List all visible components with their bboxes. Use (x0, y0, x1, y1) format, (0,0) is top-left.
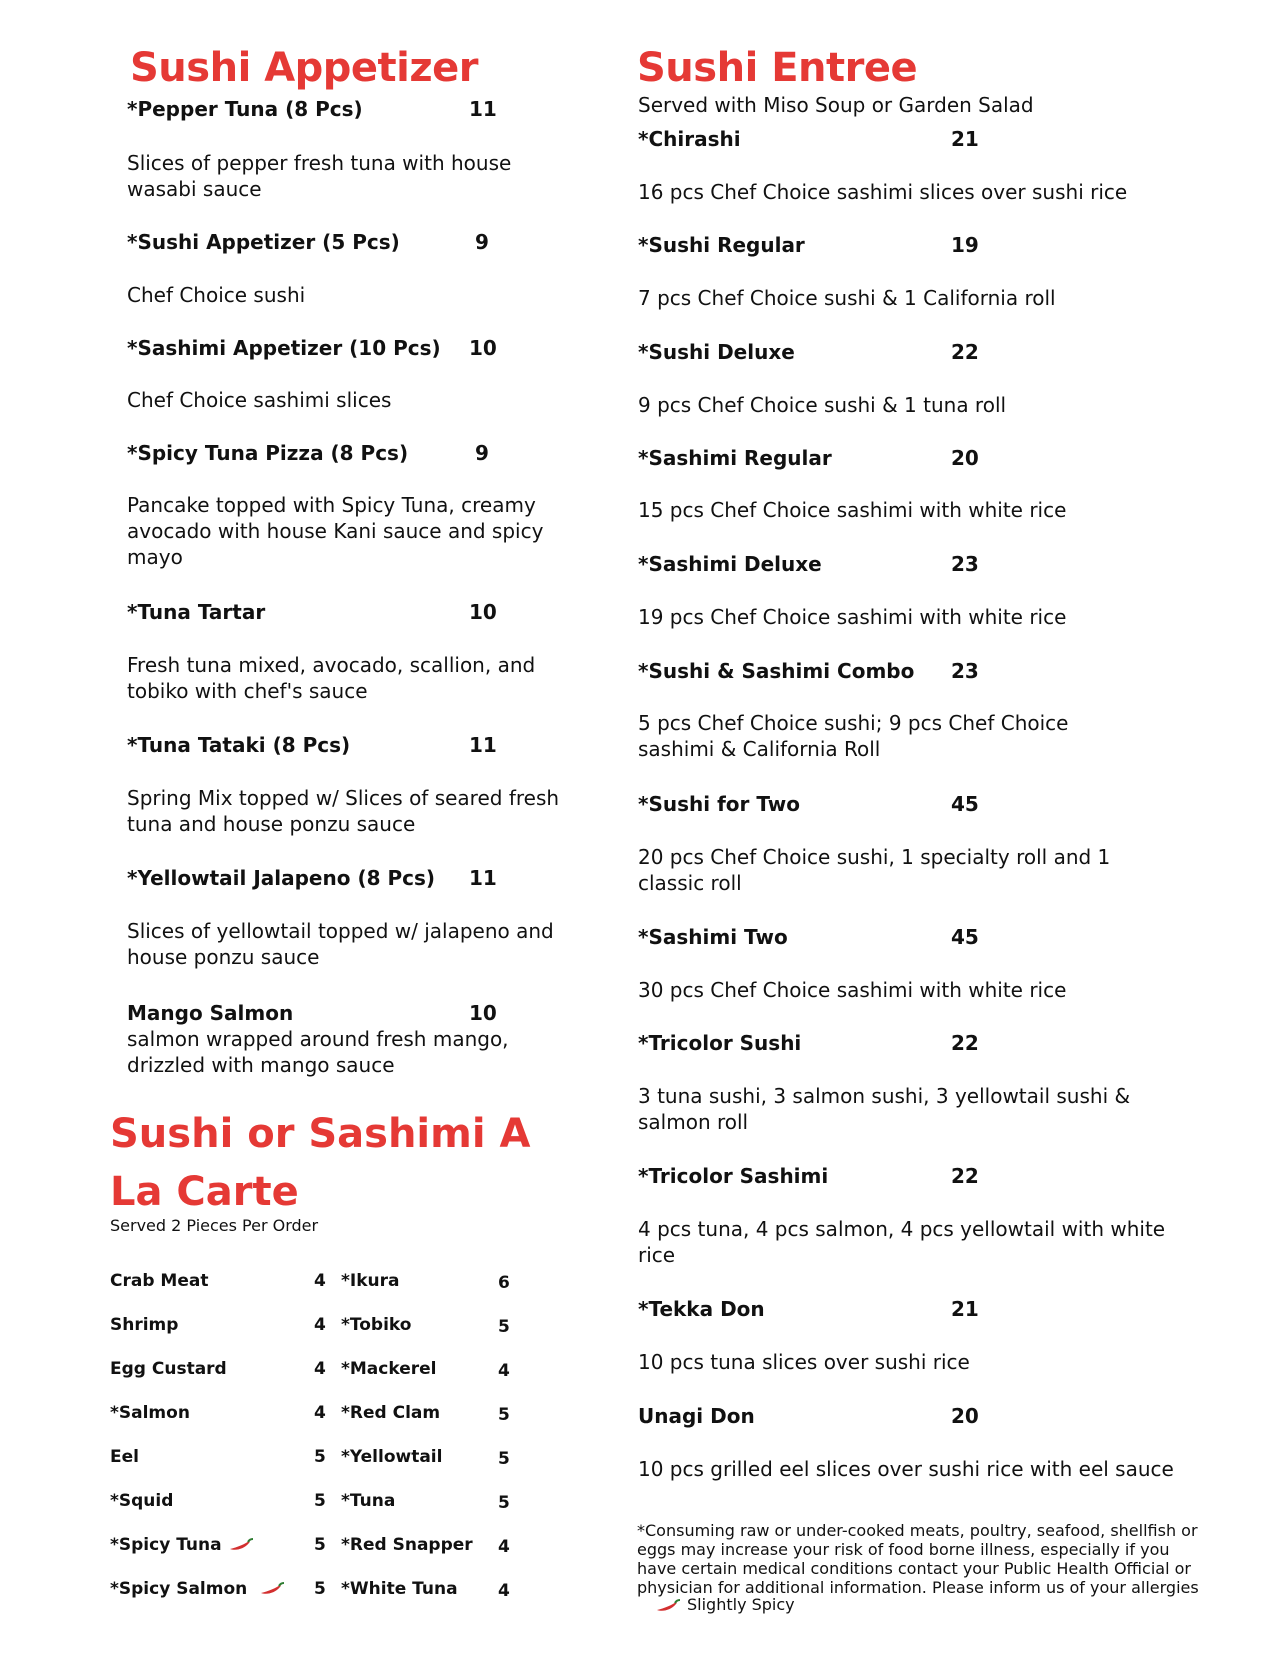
item-price: 9 (475, 441, 489, 465)
item-name: *Tuna Tataki (8 Pcs) (127, 733, 351, 757)
item-desc: 15 pcs Chef Choice sashimi with white rice (638, 498, 1067, 522)
alc-name: *White Tuna (341, 1579, 458, 1599)
item-name: *Spicy Tuna Pizza (8 Pcs) (127, 441, 409, 465)
item-desc: 5 pcs Chef Choice sushi; 9 pcs Chef Choice sashimi & California Roll (638, 711, 1069, 761)
item-name: *Sushi & Sashimi Combo (638, 659, 915, 683)
appetizer-title: Sushi Appetizer (130, 45, 479, 91)
item-price: 22 (951, 1031, 979, 1055)
item-desc: Slices of pepper fresh tuna with house wasabi sauce (127, 151, 512, 201)
list-item (110, 1269, 530, 1293)
item-name: *Sashimi Appetizer (10 Pcs) (127, 336, 441, 360)
item-price: 11 (469, 733, 497, 757)
item-desc: 30 pcs Chef Choice sashimi with white rice (638, 978, 1067, 1002)
item-name: *Tricolor Sashimi (638, 1164, 829, 1188)
list-item (110, 1313, 530, 1337)
item-desc: 10 pcs grilled eel slices over sushi rice with eel sauce (638, 1457, 1174, 1481)
item-name: *Sushi for Two (638, 792, 800, 816)
item-price: 21 (951, 1297, 979, 1321)
chili-pepper-icon (259, 1582, 285, 1596)
item-price: 9 (475, 230, 489, 254)
legend-label: Slightly Spicy (687, 1595, 795, 1614)
alc-name: *Salmon (110, 1403, 190, 1423)
alacarte-title: Sushi or Sashimi A La Carte (110, 1111, 531, 1215)
alc-name: *Spicy Tuna (110, 1535, 222, 1555)
item-name: *Tuna Tartar (127, 600, 266, 624)
spicy-legend (655, 1595, 795, 1614)
list-item (110, 1489, 530, 1513)
alc-name: *Mackerel (341, 1359, 437, 1379)
alc-price: 5 (314, 1491, 326, 1511)
alc-price: 4 (314, 1271, 326, 1291)
alc-price: 4 (498, 1537, 510, 1557)
item-name: *Yellowtail Jalapeno (8 Pcs) (127, 866, 436, 890)
item-name: Unagi Don (638, 1404, 755, 1428)
item-price: 20 (951, 1404, 979, 1428)
alc-name: *Spicy Salmon (110, 1579, 248, 1599)
alc-name: Crab Meat (110, 1271, 209, 1291)
alacarte-subtitle: Served 2 Pieces Per Order (110, 1216, 319, 1235)
alc-price: 4 (498, 1581, 510, 1601)
list-item (110, 1401, 530, 1425)
item-desc: Chef Choice sushi (127, 283, 306, 307)
alc-price: 6 (498, 1273, 510, 1293)
item-price: 10 (469, 1001, 497, 1025)
list-item (110, 1445, 530, 1469)
item-price: 20 (951, 446, 979, 470)
item-name: Mango Salmon (127, 1001, 294, 1025)
item-desc: 7 pcs Chef Choice sushi & 1 California roll (638, 286, 1056, 310)
item-price: 22 (951, 1164, 979, 1188)
item-name: *Sushi Deluxe (638, 340, 795, 364)
alc-name: *Red Clam (341, 1403, 441, 1423)
alc-price: 5 (498, 1317, 510, 1337)
item-desc: 9 pcs Chef Choice sushi & 1 tuna roll (638, 393, 1007, 417)
alc-price: 5 (314, 1447, 326, 1467)
item-desc: 3 tuna sushi, 3 salmon sushi, 3 yellowtail sushi & salmon roll (638, 1084, 1131, 1134)
item-desc: Fresh tuna mixed, avocado, scallion, and tobiko with chef's sauce (127, 653, 536, 703)
item-name: *Tricolor Sushi (638, 1031, 802, 1055)
item-desc: 19 pcs Chef Choice sashimi with white rice (638, 605, 1067, 629)
chili-pepper-icon (228, 1538, 254, 1552)
item-name: *Tekka Don (638, 1297, 765, 1321)
item-desc: 20 pcs Chef Choice sushi, 1 specialty roll and 1 classic roll (638, 845, 1111, 895)
item-desc: Chef Choice sashimi slices (127, 388, 392, 412)
list-item (110, 1533, 530, 1557)
list-item (110, 1357, 530, 1381)
item-price: 10 (469, 600, 497, 624)
chili-pepper-icon (655, 1599, 681, 1613)
item-name: *Chirashi (638, 127, 741, 151)
alc-name: *Red Snapper (341, 1535, 473, 1555)
item-desc: Pancake topped with Spicy Tuna, creamy avocado with house Kani sauce and spicy mayo (127, 493, 544, 569)
entree-subtitle: Served with Miso Soup or Garden Salad (638, 93, 1034, 117)
alc-name: Eel (110, 1447, 139, 1467)
item-price: 10 (469, 336, 497, 360)
item-name: *Sushi Regular (638, 233, 805, 257)
item-desc: Spring Mix topped w/ Slices of seared fresh tuna and house ponzu sauce (127, 786, 560, 836)
alc-name: *Tobiko (341, 1315, 412, 1335)
alc-price: 4 (498, 1361, 510, 1381)
item-price: 23 (951, 659, 979, 683)
alc-name: *Yellowtail (341, 1447, 443, 1467)
alc-name: *Tuna (341, 1491, 396, 1511)
item-price: 11 (469, 866, 497, 890)
item-price: 45 (951, 925, 979, 949)
alc-price: 4 (314, 1315, 326, 1335)
item-name: *Sashimi Deluxe (638, 552, 822, 576)
allergy-disclaimer: *Consuming raw or under-cooked meats, poultry, seafood, shellfish or eggs may increase your risk of food borne illness, especially if you have certain medical conditions contact your Public Health Official or physician for additional information. Please inform us of your allergies (637, 1521, 1199, 1597)
alc-price: 5 (498, 1449, 510, 1469)
alc-price: 5 (498, 1405, 510, 1425)
alc-price: 5 (314, 1535, 326, 1555)
alc-price: 4 (314, 1359, 326, 1379)
item-price: 11 (469, 97, 497, 121)
alc-price: 5 (314, 1579, 326, 1599)
item-price: 45 (951, 792, 979, 816)
entree-title: Sushi Entree (637, 45, 918, 91)
item-price: 23 (951, 552, 979, 576)
alc-name: Shrimp (110, 1315, 179, 1335)
item-desc: salmon wrapped around fresh mango, drizzled with mango sauce (127, 1027, 509, 1077)
alc-price: 4 (314, 1403, 326, 1423)
item-desc: 10 pcs tuna slices over sushi rice (638, 1350, 970, 1374)
item-desc: Slices of yellowtail topped w/ jalapeno and house ponzu sauce (127, 919, 554, 969)
item-price: 22 (951, 340, 979, 364)
alc-name: Egg Custard (110, 1359, 227, 1379)
item-desc: 4 pcs tuna, 4 pcs salmon, 4 pcs yellowtail with white rice (638, 1217, 1166, 1267)
item-desc: 16 pcs Chef Choice sashimi slices over sushi rice (638, 180, 1128, 204)
list-item (110, 1577, 530, 1601)
item-name: *Sashimi Regular (638, 446, 832, 470)
alc-name: *Ikura (341, 1271, 400, 1291)
item-price: 19 (951, 233, 979, 257)
item-name: *Pepper Tuna (8 Pcs) (127, 97, 363, 121)
alc-name: *Squid (110, 1491, 174, 1511)
alc-price: 5 (498, 1493, 510, 1513)
item-price: 21 (951, 127, 979, 151)
item-name: *Sushi Appetizer (5 Pcs) (127, 230, 400, 254)
item-name: *Sashimi Two (638, 925, 788, 949)
